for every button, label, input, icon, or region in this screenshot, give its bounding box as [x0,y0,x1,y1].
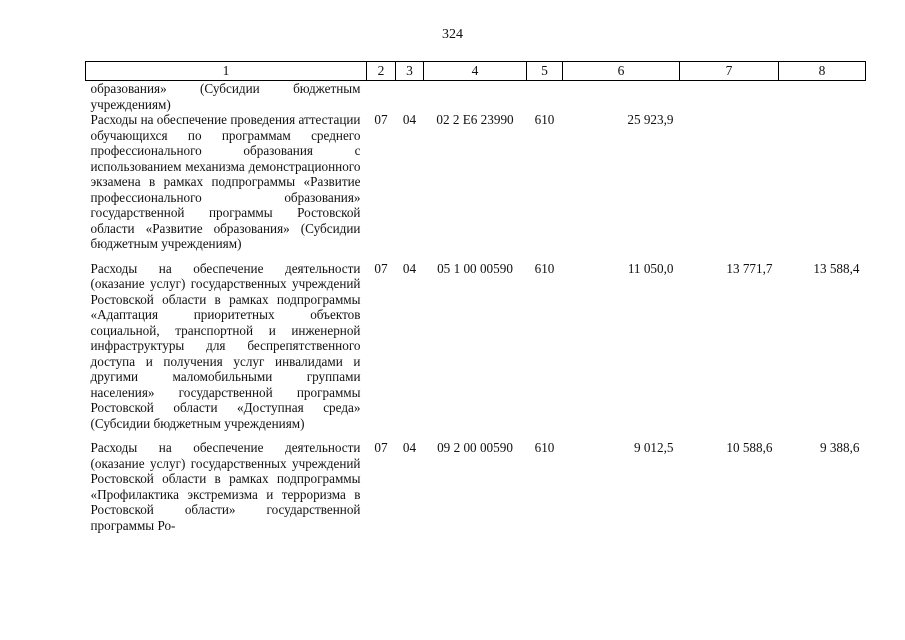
header-col-5: 5 [527,62,563,81]
row-value-3: 9 388,6 [819,440,860,455]
row-target-article: 05 1 00 00590 [437,260,513,276]
table-row [86,261,866,441]
table-row [86,81,866,113]
row-value-1: 9 012,5 [633,440,674,455]
row-description: образования» (Субсидии бюджетным учреждениям) [90,81,361,112]
row-expense-type: 610 [534,260,555,276]
row-subsection: 04 [402,440,417,455]
row-value-3: 13 588,4 [813,260,860,276]
row-description: Расходы на обеспечение деятельности (оказание услуг) государственных учреждений Ростовской области в рамках подпрограммы «Профилактика экстремизма и терроризма в Ростовской области» государственной программы Ро- [90,440,361,533]
header-col-7: 7 [680,62,779,81]
row-subsection: 04 [402,112,417,127]
row-expense-type [527,81,563,113]
row-expense-type: 610 [534,440,555,455]
header-col-3: 3 [396,62,424,81]
row-value-1 [563,81,680,113]
header-col-1: 1 [86,62,367,81]
budget-table [85,61,866,542]
row-target-article: 02 2 E6 23990 [436,112,514,127]
header-col-2: 2 [367,62,396,81]
table-row [86,440,866,542]
row-value-3 [779,112,866,261]
row-target-article [424,81,527,113]
table-body [86,81,866,543]
header-col-8: 8 [779,62,866,81]
header-col-6: 6 [563,62,680,81]
row-expense-type: 610 [534,112,555,127]
row-description: Расходы на обеспечение проведения аттестации обучающихся по программам среднего профессионального образования с использованием механизма демонстрационного экзамена в рамках подпрограммы «Развитие профессионального образования» государственной программы Ростовской области «Развитие образования» (Субсидии бюджетным учреждениям) [90,112,361,251]
page-number: 324 [442,27,463,42]
header-row [86,62,866,81]
table-header [86,62,866,81]
row-subsection: 04 [402,260,417,276]
row-value-1: 11 050,0 [627,260,674,276]
row-value-3 [779,81,866,113]
row-value-2: 13 771,7 [726,260,773,276]
row-target-article: 09 2 00 00590 [437,440,513,455]
row-subsection [396,81,424,113]
header-col-4: 4 [424,62,527,81]
row-description: Расходы на обеспечение деятельности (оказание услуг) государственных учреждений Ростовской области в рамках подпрограммы «Адаптация приоритетных объектов социальной, транспортной и инженерной инфраструктуры для беспрепятственного доступа и получения услуг инвалидами и другими маломобильными группами населения» государственной программы Ростовской области «Доступная среда» (Субсидии бюджетным учреждениям) [90,260,361,431]
row-section [367,81,396,113]
table-row [86,112,866,261]
row-section: 07 [374,260,388,276]
row-value-2 [680,81,779,113]
row-section: 07 [374,112,388,127]
row-section: 07 [374,440,388,455]
row-value-2: 10 588,6 [726,440,773,455]
row-value-2 [680,112,779,261]
row-value-1: 25 923,9 [627,112,674,127]
